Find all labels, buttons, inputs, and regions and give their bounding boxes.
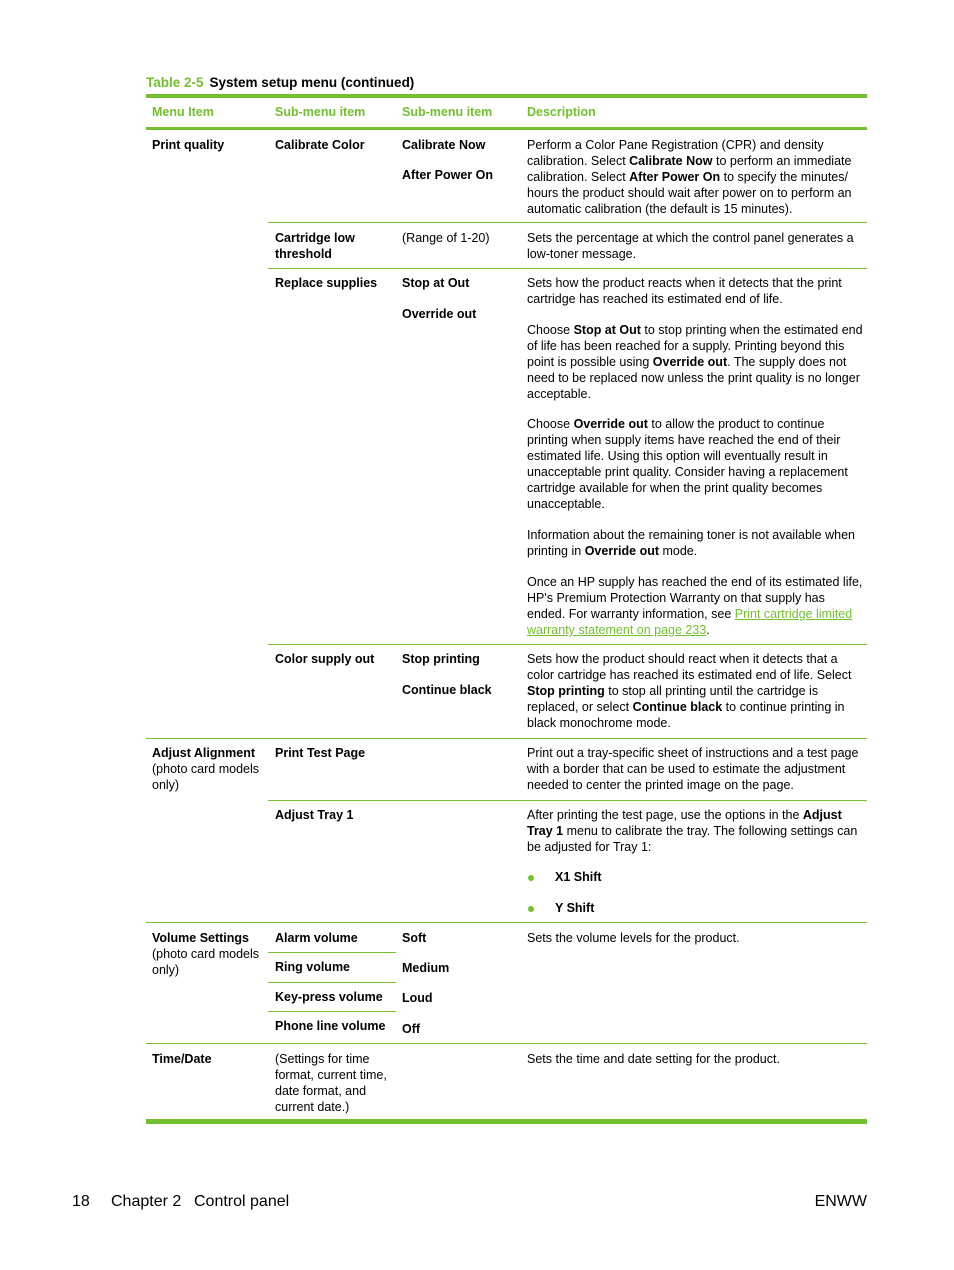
desc-volume-settings: Sets the volume levels for the product. [527, 931, 740, 945]
table-caption [146, 75, 414, 90]
submenu-print-test-page: Print Test Page [275, 746, 366, 760]
option-stop-printing: Stop printing [402, 652, 480, 666]
desc-replace-supplies-p5: Once an HP supply has reached the end of its estimated life, HP's Premium Protection Warranty on that supply has ended. For warranty information, see Print cartridge limited warranty statement on page 233. [527, 575, 863, 637]
desc-time-date: Sets the time and date setting for the product. [527, 1052, 780, 1066]
desc-replace-supplies-p2: Choose Stop at Out to stop printing when the estimated end of life has been reached for a supply. Printing beyond this point is possible using Override out. The supply does not need to be replaced now unless the print quality is no longer acceptable. [527, 323, 863, 401]
menu-time-date: Time/Date [152, 1052, 212, 1066]
desc-replace-supplies-p1: Sets how the product reacts when it detects that the print cartridge has reached its estimated end of life. [527, 276, 842, 306]
header-description: Description [527, 105, 596, 119]
header-menu-item: Menu Item [152, 105, 214, 119]
submenu-calibrate-color: Calibrate Color [275, 138, 365, 152]
desc-cartridge-low-threshold: Sets the percentage at which the control panel generates a low-toner message. [527, 231, 854, 261]
bullet-icon [528, 875, 534, 881]
desc-color-supply-out: Sets how the product should react when it detects that a color cartridge has reached its estimated end of life. Select Stop printing to stop all printing until the cartridge is replaced, or select Continue black to continue printing in black monochrome mode. [527, 652, 852, 730]
option-continue-black: Continue black [402, 683, 492, 697]
bullet-icon [528, 906, 534, 912]
submenu-cartridge-low-threshold: Cartridge low threshold [275, 231, 355, 261]
option-override-out: Override out [402, 307, 477, 321]
header-sub-menu-item-1: Sub-menu item [275, 105, 366, 119]
warranty-link-part1[interactable]: Print cartridge limited [734, 607, 853, 621]
level-medium: Medium [402, 961, 450, 975]
desc-adjust-tray-1: After printing the test page, use the options in the Adjust Tray 1 menu to calibrate the tray. The following settings can be adjusted for Tray 1: [527, 808, 858, 854]
submenu-ring-volume: Ring volume [275, 960, 351, 974]
row-separator [268, 982, 396, 983]
row-separator [268, 800, 867, 801]
level-off: Off [402, 1022, 421, 1036]
option-after-power-on: After Power On [402, 168, 493, 182]
range-value: (Range of 1-20) [402, 231, 490, 245]
row-separator [146, 738, 867, 739]
header-sub-menu-item-2: Sub-menu item [402, 105, 493, 119]
row-separator [146, 922, 867, 923]
bullet-x1-shift: X1 Shift [555, 870, 602, 884]
submenu-phone-line-volume: Phone line volume [275, 1019, 386, 1033]
desc-replace-supplies-p3: Choose Override out to allow the product to continue printing when supply items have reached the end of their estimated life. Using this option will eventually result in unacceptable print quality. Consider having a replacement cartridge available for when the print quality becomes unacceptable. [527, 417, 848, 511]
table-title: System setup menu (continued) [209, 75, 415, 90]
submenu-adjust-tray-1: Adjust Tray 1 [275, 808, 354, 822]
row-separator [268, 952, 396, 953]
footer-brand: ENWW [814, 1193, 867, 1210]
row-separator [268, 1011, 396, 1012]
desc-print-test-page: Print out a tray-specific sheet of instructions and a test page with a border that can be used to estimate the adjustment needed to center the printed image on the page. [527, 746, 859, 792]
submenu-color-supply-out: Color supply out [275, 652, 375, 666]
submenu-key-press-volume: Key-press volume [275, 990, 383, 1004]
option-stop-at-out: Stop at Out [402, 276, 470, 290]
menu-print-quality: Print quality [152, 138, 225, 152]
submenu-time-date-settings: (Settings for time format, current time, date format, and current date.) [275, 1052, 387, 1114]
header-rule [146, 127, 867, 130]
desc-calibrate-color: Perform a Color Pane Registration (CPR) and density calibration. Select Calibrate Now to perform an immediate calibration. Select After Power On to specify the minutes/ hours the product should wait after power on to perform an automatic calibration (the default is 15 minutes). [527, 138, 852, 216]
bullet-y-shift: Y Shift [555, 901, 595, 915]
option-calibrate-now: Calibrate Now [402, 138, 486, 152]
table-bottom-rule [146, 1119, 867, 1124]
table-label: Table 2-5 [146, 75, 204, 90]
row-separator [268, 268, 867, 269]
page-number: 18 [72, 1193, 90, 1210]
submenu-alarm-volume: Alarm volume [275, 931, 358, 945]
menu-volume-settings: Volume Settings (photo card models only) [152, 931, 260, 977]
level-loud: Loud [402, 991, 433, 1005]
section-label: Control panel [194, 1193, 290, 1210]
table-top-rule [146, 94, 867, 98]
submenu-replace-supplies: Replace supplies [275, 276, 378, 290]
row-separator [268, 222, 867, 223]
row-separator [146, 1043, 867, 1044]
menu-adjust-alignment: Adjust Alignment (photo card models only) [152, 746, 260, 792]
level-soft: Soft [402, 931, 427, 945]
warranty-link-part2[interactable]: warranty statement on page 233 [527, 623, 707, 637]
row-separator [268, 644, 867, 645]
chapter-label: Chapter 2 [111, 1193, 182, 1210]
desc-replace-supplies-p4: Information about the remaining toner is not available when printing in Override out mode. [527, 528, 855, 558]
